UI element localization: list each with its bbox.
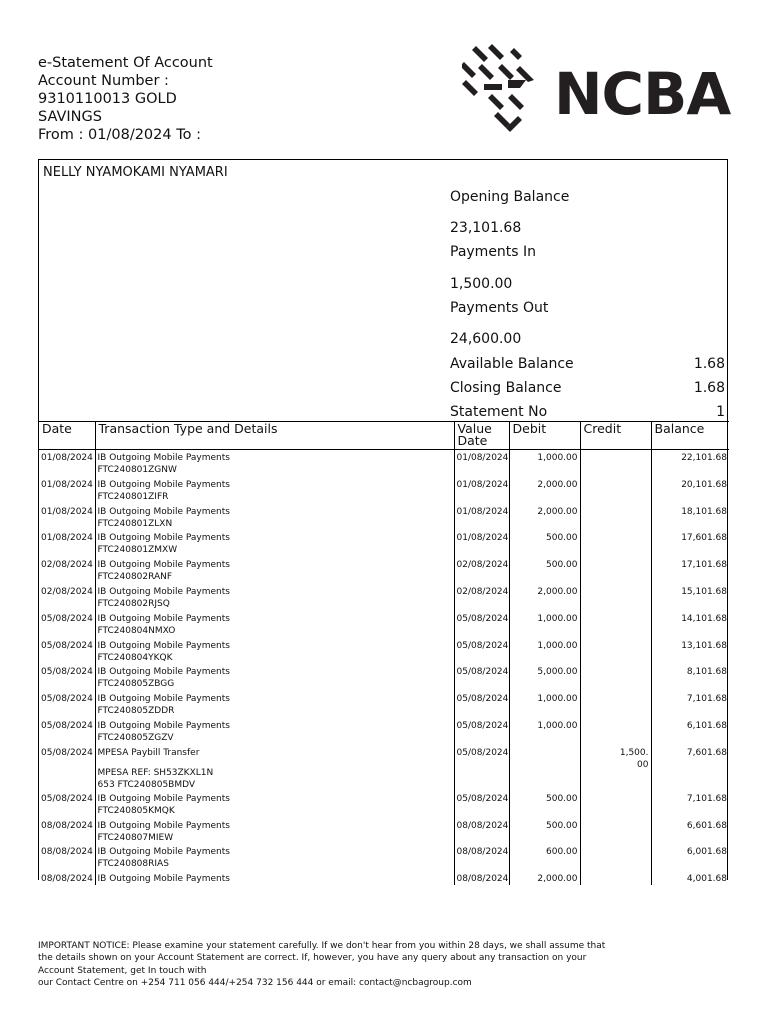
table-row	[39, 718, 729, 745]
txn-value-date: 08/08/2024	[454, 871, 509, 885]
col-credit: Credit	[580, 422, 651, 450]
statement-title: e-Statement Of Account	[38, 55, 213, 71]
txn-balance: 22,101.68	[651, 450, 729, 477]
txn-type: MPESA Paybill Transfer	[97, 747, 200, 758]
table-row	[39, 557, 729, 584]
txn-debit: 500.00	[509, 557, 580, 584]
txn-date: 01/08/2024	[41, 453, 93, 463]
payments-in-label: Payments In	[450, 244, 537, 260]
txn-description	[95, 557, 454, 584]
txn-value-date: 05/08/2024	[454, 691, 509, 718]
txn-date: 05/08/2024	[41, 720, 93, 731]
txn-description	[95, 691, 454, 718]
txn-debit: 500.00	[509, 818, 580, 845]
txn-credit	[580, 450, 651, 477]
txn-details: FTC240801ZIFR	[97, 491, 169, 502]
txn-credit	[580, 611, 651, 638]
txn-details: FTC240805KMQK	[97, 805, 175, 816]
txn-details: FTC240807MIEW	[97, 832, 174, 843]
table-row	[39, 611, 729, 638]
txn-debit: 1,000.00	[509, 691, 580, 718]
txn-description	[95, 584, 454, 611]
notice-line-1: IMPORTANT NOTICE: Please examine your statement carefully. If we don't hear from you within 28 days, we shall assume that	[38, 941, 606, 951]
txn-details: FTC240805ZBGG	[97, 679, 175, 690]
txn-type: IB Outgoing Mobile Payments	[97, 694, 230, 705]
txn-value-date: 05/08/2024	[454, 611, 509, 638]
txn-date: 05/08/2024	[41, 747, 93, 758]
txn-details-extra: 653 FTC240805BMDV	[97, 779, 196, 790]
closing-balance-label: Closing Balance	[450, 380, 562, 396]
account-type: SAVINGS	[38, 109, 102, 125]
txn-description	[95, 611, 454, 638]
transactions-table	[39, 421, 729, 885]
txn-description	[95, 638, 454, 665]
txn-date: 05/08/2024	[41, 667, 93, 678]
transactions-body	[39, 450, 729, 886]
txn-description	[95, 844, 454, 871]
col-value-date: Value Date	[454, 422, 509, 450]
txn-details: FTC240801ZMXW	[97, 545, 178, 556]
opening-balance-value: 23,101.68	[450, 220, 522, 236]
txn-credit	[580, 557, 651, 584]
table-row	[39, 504, 729, 531]
payments-out-value: 24,600.00	[450, 331, 522, 347]
txn-debit: 2,000.00	[509, 871, 580, 885]
txn-details: MPESA REF: SH53ZKXL1N	[97, 767, 214, 778]
txn-details: FTC240804YKQK	[97, 652, 173, 663]
txn-value-date: 05/08/2024	[454, 718, 509, 745]
txn-balance: 7,101.68	[651, 791, 729, 818]
txn-debit: 500.00	[509, 791, 580, 818]
txn-value-date: 05/08/2024	[454, 664, 509, 691]
txn-description	[95, 477, 454, 504]
ncba-wordmark: NCBA	[554, 60, 731, 128]
txn-credit	[580, 745, 651, 791]
txn-type: IB Outgoing Mobile Payments	[97, 586, 230, 597]
txn-credit	[580, 530, 651, 557]
txn-credit	[580, 691, 651, 718]
important-notice	[38, 940, 638, 989]
payments-in-value: 1,500.00	[450, 276, 513, 292]
table-row	[39, 584, 729, 611]
col-debit: Debit	[509, 422, 580, 450]
txn-description	[95, 718, 454, 745]
txn-credit	[580, 818, 651, 845]
txn-details: FTC240805ZGZV	[97, 732, 174, 743]
txn-debit	[509, 745, 580, 791]
txn-date: 05/08/2024	[41, 694, 93, 705]
txn-credit	[580, 477, 651, 504]
table-row	[39, 745, 729, 791]
txn-balance: 20,101.68	[651, 477, 729, 504]
table-row	[39, 844, 729, 871]
txn-credit	[580, 638, 651, 665]
txn-credit	[580, 718, 651, 745]
table-row	[39, 691, 729, 718]
txn-details: FTC240808RIAS	[97, 859, 169, 870]
txn-type: IB Outgoing Mobile Payments	[97, 820, 230, 831]
txn-value-date: 01/08/2024	[454, 450, 509, 477]
txn-value-date: 01/08/2024	[454, 530, 509, 557]
table-row	[39, 664, 729, 691]
txn-details: FTC240802RJSQ	[97, 598, 170, 609]
txn-type: IB Outgoing Mobile Payments	[97, 874, 230, 885]
txn-value-date: 01/08/2024	[454, 504, 509, 531]
txn-date: 01/08/2024	[41, 506, 93, 517]
txn-debit: 2,000.00	[509, 584, 580, 611]
txn-debit: 1,000.00	[509, 611, 580, 638]
txn-credit-value: 1,500.00	[619, 747, 649, 770]
txn-credit	[580, 844, 651, 871]
txn-debit: 2,000.00	[509, 504, 580, 531]
col-date: Date	[39, 422, 95, 450]
txn-value-date: 05/08/2024	[454, 791, 509, 818]
txn-value-date: 08/08/2024	[454, 844, 509, 871]
txn-type: IB Outgoing Mobile Payments	[97, 560, 230, 571]
txn-date: 02/08/2024	[41, 560, 93, 571]
notice-line-4: our Contact Centre on +254 711 056 444/+254 732 156 444 or email: contact@ncbagroup.com	[38, 977, 472, 988]
txn-type: IB Outgoing Mobile Payments	[97, 533, 230, 544]
txn-credit	[580, 504, 651, 531]
account-number-label: Account Number :	[38, 73, 169, 89]
txn-description	[95, 871, 454, 885]
txn-credit	[580, 664, 651, 691]
txn-value-date: 05/08/2024	[454, 745, 509, 791]
table-row	[39, 477, 729, 504]
txn-details: FTC240805ZDDR	[97, 706, 175, 717]
txn-description	[95, 530, 454, 557]
txn-value-date: 05/08/2024	[454, 638, 509, 665]
txn-balance: 4,001.68	[651, 871, 729, 885]
closing-balance-value: 1.68	[693, 380, 725, 396]
txn-description	[95, 664, 454, 691]
txn-credit	[580, 584, 651, 611]
statement-no-label: Statement No	[450, 404, 548, 420]
txn-debit: 500.00	[509, 530, 580, 557]
txn-value-date: 02/08/2024	[454, 557, 509, 584]
txn-type: IB Outgoing Mobile Payments	[97, 847, 230, 858]
txn-date: 05/08/2024	[41, 793, 93, 804]
ncba-logo	[462, 44, 731, 140]
txn-balance: 7,101.68	[651, 691, 729, 718]
notice-line-2: the details shown on your Account Statement are correct. If, however, you have any query about any transaction on your	[38, 953, 587, 964]
txn-debit: 5,000.00	[509, 664, 580, 691]
notice-line-3: Account Statement, get In touch with	[38, 965, 207, 976]
statement-header	[38, 54, 213, 144]
txn-date: 08/08/2024	[41, 874, 93, 885]
txn-credit	[580, 871, 651, 885]
statement-frame	[38, 159, 728, 885]
table-header-row	[39, 422, 729, 450]
txn-debit: 1,000.00	[509, 638, 580, 665]
txn-debit: 600.00	[509, 844, 580, 871]
txn-balance: 8,101.68	[651, 664, 729, 691]
txn-date: 08/08/2024	[41, 847, 93, 858]
table-row	[39, 871, 729, 885]
txn-value-date: 02/08/2024	[454, 584, 509, 611]
txn-debit: 2,000.00	[509, 477, 580, 504]
txn-details: FTC240801ZGNW	[97, 465, 177, 475]
txn-balance: 17,601.68	[651, 530, 729, 557]
txn-type: IB Outgoing Mobile Payments	[97, 479, 230, 490]
txn-type: IB Outgoing Mobile Payments	[97, 640, 230, 651]
txn-date: 08/08/2024	[41, 820, 93, 831]
txn-date: 05/08/2024	[41, 613, 93, 624]
txn-balance: 6,001.68	[651, 844, 729, 871]
txn-balance: 6,101.68	[651, 718, 729, 745]
txn-description	[95, 745, 454, 791]
txn-balance: 17,101.68	[651, 557, 729, 584]
col-balance: Balance	[651, 422, 729, 450]
txn-type: IB Outgoing Mobile Payments	[97, 793, 230, 804]
txn-description	[95, 450, 454, 477]
statement-period: From : 01/08/2024 To :	[38, 127, 201, 143]
txn-type: IB Outgoing Mobile Payments	[97, 720, 230, 731]
txn-date: 01/08/2024	[41, 533, 93, 544]
txn-balance: 14,101.68	[651, 611, 729, 638]
col-transaction: Transaction Type and Details	[95, 422, 454, 450]
txn-description	[95, 818, 454, 845]
customer-name: NELLY NYAMOKAMI NYAMARI	[43, 165, 228, 180]
txn-debit: 1,000.00	[509, 718, 580, 745]
table-row	[39, 530, 729, 557]
txn-value-date: 08/08/2024	[454, 818, 509, 845]
statement-no-value: 1	[716, 404, 725, 420]
txn-description	[95, 791, 454, 818]
txn-balance: 13,101.68	[651, 638, 729, 665]
txn-type: IB Outgoing Mobile Payments	[97, 453, 230, 463]
table-row	[39, 638, 729, 665]
txn-description	[95, 504, 454, 531]
table-row	[39, 818, 729, 845]
table-row	[39, 450, 729, 477]
txn-date: 01/08/2024	[41, 479, 93, 490]
available-balance-label: Available Balance	[450, 356, 574, 372]
txn-type: IB Outgoing Mobile Payments	[97, 667, 230, 678]
payments-out-label: Payments Out	[450, 300, 549, 316]
txn-value-date: 01/08/2024	[454, 477, 509, 504]
txn-type: IB Outgoing Mobile Payments	[97, 613, 230, 624]
available-balance-value: 1.68	[693, 356, 725, 372]
txn-date: 02/08/2024	[41, 586, 93, 597]
txn-balance: 15,101.68	[651, 584, 729, 611]
txn-balance: 6,601.68	[651, 818, 729, 845]
table-row	[39, 791, 729, 818]
txn-balance: 7,601.68	[651, 745, 729, 791]
txn-details: FTC240801ZLXN	[97, 518, 173, 529]
account-number-value: 9310110013 GOLD	[38, 91, 177, 107]
opening-balance-label: Opening Balance	[450, 189, 570, 205]
txn-date: 05/08/2024	[41, 640, 93, 651]
txn-type: IB Outgoing Mobile Payments	[97, 506, 230, 517]
txn-credit	[580, 791, 651, 818]
txn-balance: 18,101.68	[651, 504, 729, 531]
txn-details: FTC240802RANF	[97, 572, 173, 583]
txn-details: FTC240804NMXO	[97, 625, 176, 636]
txn-debit: 1,000.00	[509, 450, 580, 477]
